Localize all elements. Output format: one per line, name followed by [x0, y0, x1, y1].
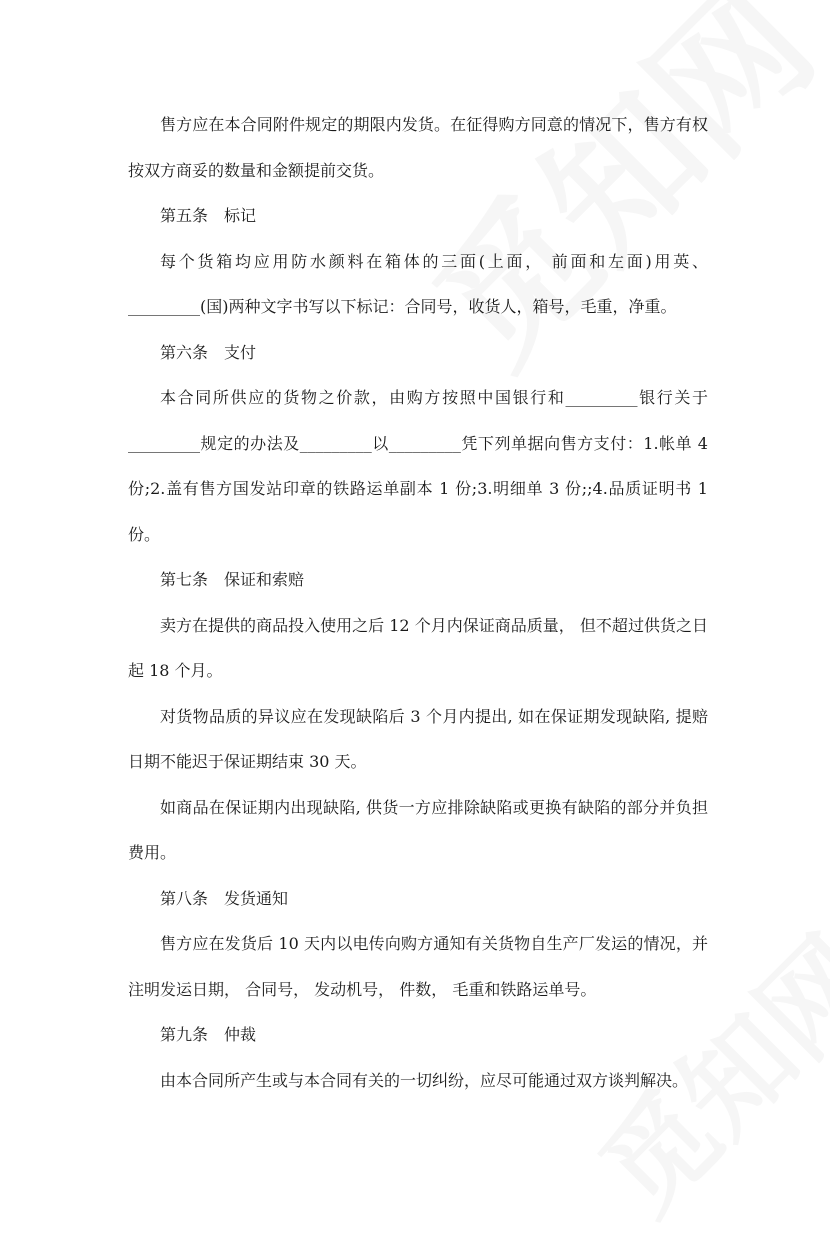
article-8-heading: [128, 876, 708, 922]
article-title: 发货通知: [224, 888, 289, 908]
article-number: 第六条: [160, 342, 209, 362]
article-7-heading: [128, 557, 708, 603]
paragraph-defect-repair: 如商品在保证期内出现缺陷, 供货一方应排除缺陷或更换有缺陷的部分并负担费用。: [128, 797, 708, 862]
paragraph-marking: 每个货箱均应用防水颜料在箱体的三面(上面， 前面和左面)用英、_________(国)两种文字书写以下标记：合同号，收货人，箱号，毛重，净重。: [128, 251, 708, 316]
paragraph-payment: 本合同所供应的货物之价款，由购方按照中国银行和_________银行关于_________规定的办法及_________以_________凭下列单据向售方支付：1.帐单 4 份;2.盖有售方国发站印章的铁路运单副本 1 份;3.明细单 3 份;;4.品质证明书 1 份。: [128, 388, 708, 544]
article-6-heading: [128, 330, 708, 376]
article-number: 第五条: [160, 206, 209, 225]
paragraph-delivery: 售方应在本合同附件规定的期限内发货。在征得购方同意的情况下，售方有权按双方商妥的数量和金额提前交货。: [128, 115, 708, 180]
document-body: [128, 102, 708, 1103]
article-9-heading: [128, 1012, 708, 1058]
article-number: 第九条: [160, 1025, 209, 1044]
article-number: 第七条: [160, 570, 209, 589]
article-title: 保证和索赔: [224, 570, 305, 589]
article-number: 第八条: [160, 888, 209, 908]
article-title: 标记: [224, 206, 257, 225]
paragraph-warranty-period: 卖方在提供的商品投入使用之后 12 个月内保证商品质量， 但不超过供货之日起 18 个月。: [128, 615, 708, 680]
paragraph-arbitration: 由本合同所产生或与本合同有关的一切纠纷，应尽可能通过双方谈判解决。: [160, 1070, 689, 1090]
article-title: 仲裁: [224, 1025, 257, 1044]
paragraph-quality-claim: 对货物品质的异议应在发现缺陷后 3 个月内提出, 如在保证期发现缺陷, 提赔日期不能迟于保证期结束 30 天。: [128, 706, 708, 771]
article-5-heading: [128, 193, 708, 239]
paragraph-shipping-notice: 售方应在发货后 10 天内以电传向购方通知有关货物自生产厂发运的情况，并注明发运日期， 合同号， 发动机号， 件数， 毛重和铁路运单号。: [128, 934, 708, 999]
article-title: 支付: [224, 342, 257, 362]
